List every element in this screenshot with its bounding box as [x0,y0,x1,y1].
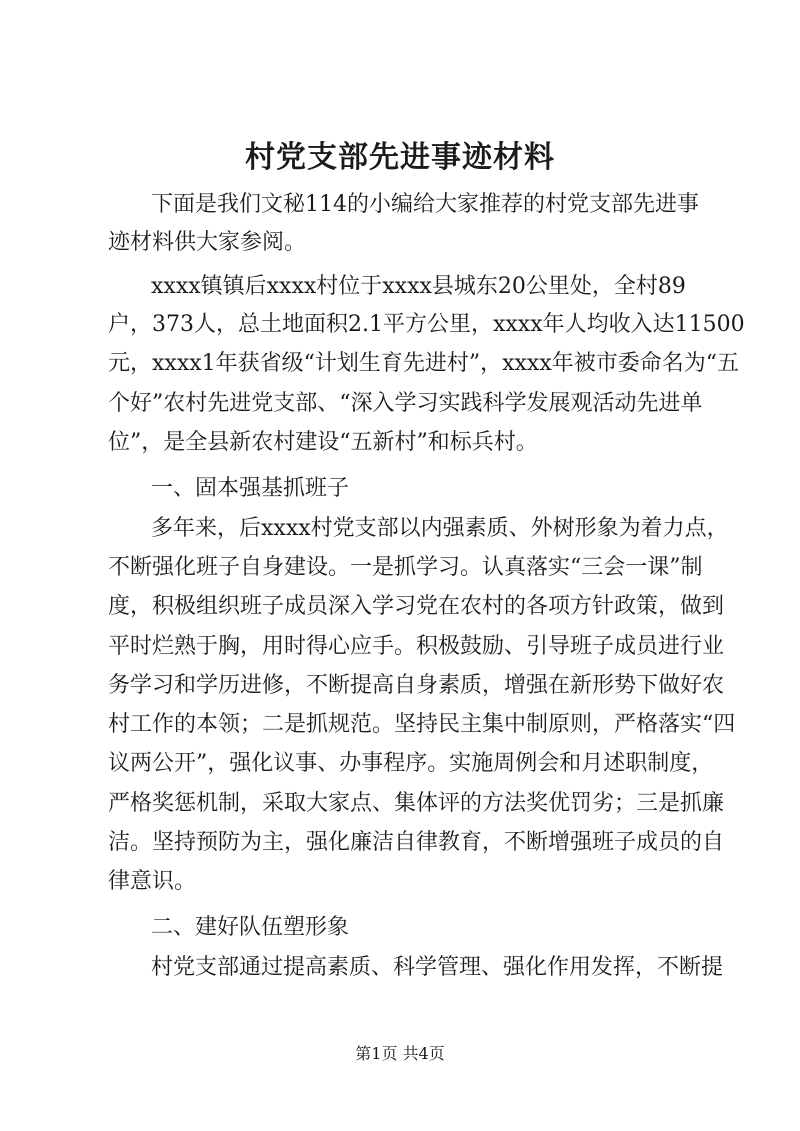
body-line: 严格奖惩机制，采取大家点、集体评的方法奖优罚劣；三是抓廉 [108,791,725,816]
page-number: 第1页 共4页 [355,1044,445,1063]
section-heading: 二、建好队伍塑形象 [151,915,350,940]
body-line: 迹材料供大家参阅。 [108,230,307,255]
body-line: 平时烂熟于胸，用时得心应手。积极鼓励、引导班子成员进行业 [108,634,725,659]
body-line: 不断强化班子自身建设。一是抓学习。认真落实“三会一课”制 [108,555,703,580]
body-line: 元，xxxx1年获省级“计划生育先进村”，xxxx年被市委命名为“五 [108,351,739,376]
body-line: 多年来，后xxxx村党支部以内强素质、外树形象为着力点， [151,516,729,541]
body-line: 议两公开”，强化议事、办事程序。实施周例会和月述职制度， [108,751,714,776]
body-line: 务学习和学历进修，不断提高自身素质，增强在新形势下做好农 [108,673,725,698]
body-line: 位”，是全县新农村建设“五新村”和标兵村。 [108,430,538,455]
body-line: 户，373人，总土地面积2.1平方公里，xxxx年人均收入达11500 [108,312,745,337]
body-line: 村工作的本领；二是抓规范。坚持民主集中制原则，严格落实“四 [108,712,736,737]
body-line: 个好”农村先进党支部、“深入学习实践科学发展观活动先进单 [108,391,703,416]
body-line: xxxx镇镇后xxxx村位于xxxx县城东20公里处，全村89 [151,274,686,299]
body-line: 律意识。 [108,869,197,894]
body-line: 村党支部通过提高素质、科学管理、强化作用发挥，不断提 [151,955,724,980]
body-line: 下面是我们文秘114的小编给大家推荐的村党支部先进事 [151,192,699,217]
document-title: 村党支部先进事迹材料 [245,140,555,175]
section-heading: 一、固本强基抓班子 [151,476,350,501]
body-line: 度，积极组织班子成员深入学习党在农村的各项方针政策，做到 [108,594,725,619]
body-line: 洁。坚持预防为主，强化廉洁自律教育，不断增强班子成员的自 [108,830,725,855]
